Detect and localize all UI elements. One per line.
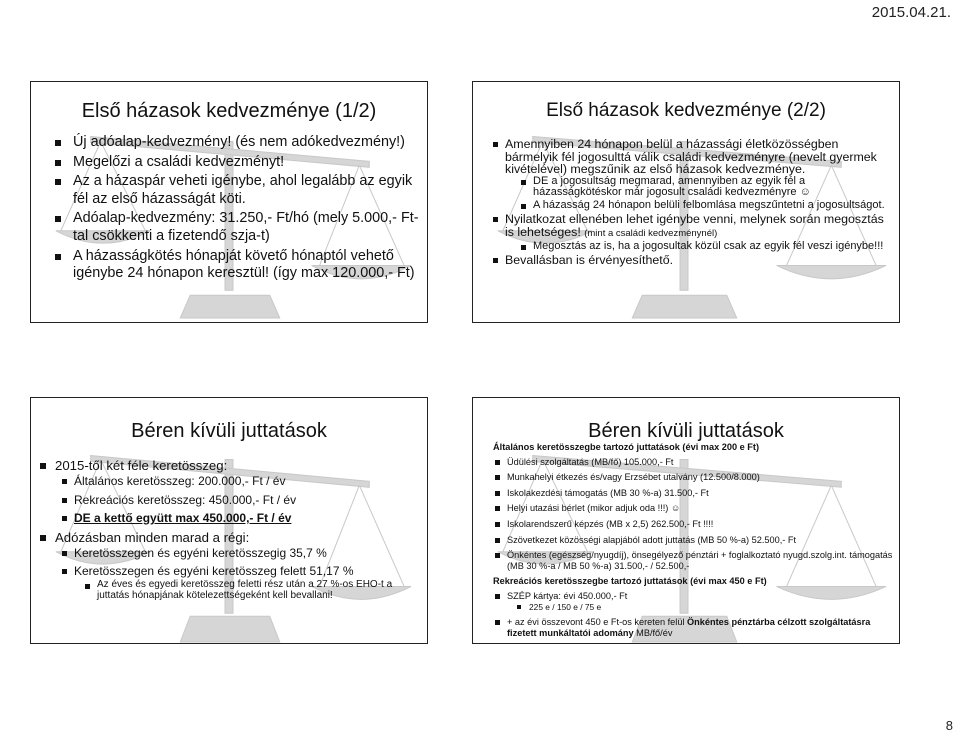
bullet — [491, 213, 893, 251]
bullet: A házasságkötés hónapját követő hónaptól vehető igénybe 24 hónapon keresztül! (így max 120.000,- Ft) — [53, 248, 421, 283]
slide-body — [493, 442, 893, 643]
list-item: Önkéntes (egészség/nyugdíj), önsegélyező pénztári + foglalkoztató nyugd.szolg.int. támogatás (MB 30 %-a / MB 50 %-a) 31.500,- / 52.500,- — [493, 550, 893, 571]
sub-bullet: Rekreációs keretösszeg: 450.000,- Ft / év — [61, 493, 421, 508]
sub-list-item: 225 e / 150 e / 75 e — [515, 602, 893, 613]
list-item: Üdülési szolgáltatás (MB/fő) 105.000,- Ft — [493, 457, 893, 468]
bullet — [39, 530, 421, 602]
bullet-note: (mint a családi kedvezménynél) — [584, 227, 718, 239]
slide-body — [491, 138, 893, 267]
slide-title: Első házasok kedvezménye (2/2) — [546, 100, 826, 121]
sub-bullet: Általános keretösszeg: 200.000,- Ft / év — [61, 474, 421, 489]
list-item — [493, 617, 893, 638]
bullet: Adóalap-kedvezmény: 31.250,- Ft/hó (mely 5.000,- Ft-tal csökkenti a fizetendő szja-t) — [53, 210, 421, 245]
print-date: 2015.04.21. — [871, 4, 951, 21]
slide-body — [53, 134, 421, 285]
list-item: Iskolarendszerű képzés (MB x 2,5) 262.500,- Ft !!!! — [493, 519, 893, 530]
emphasis-text: Önkéntes pénztárba célzott szolgáltatásra fizetett munkáltatói adomány — [507, 617, 871, 638]
slide-title: Első házasok kedvezménye (1/2) — [81, 100, 377, 122]
list-item: Helyi utazási bérlet (mikor adjuk oda !!!) ☺ — [493, 503, 893, 514]
bullet: Megelőzi a családi kedvezményt! — [53, 154, 421, 172]
slide-body — [39, 458, 421, 606]
bullet-text: Nyilatkozat ellenében lehet igénybe venni, melynek során megosztás is lehetséges! — [505, 212, 884, 239]
bullet: Az a házaspár veheti igénybe, ahol legalább az egyik fél az első házasságát köti. — [53, 173, 421, 208]
page-number: 8 — [945, 718, 953, 733]
sub-bullet: Megosztás az is, ha a jogosultak közül csak az egyik fél veszi igénybe!!! — [519, 241, 893, 252]
list-item-text: SZÉP kártya: évi 450.000,- Ft — [507, 590, 628, 601]
bullet — [39, 458, 421, 526]
bullet-text: 2015-től két féle keretösszeg: — [55, 458, 228, 473]
slide-title: Béren kívüli juttatások — [131, 420, 327, 442]
sub-bullet: DE a kettő együtt max 450.000,- Ft / év — [61, 511, 421, 526]
slide-4 — [472, 397, 900, 644]
bullet: Új adóalap-kedvezmény! (és nem adókedvezmény!) — [53, 134, 421, 152]
list-item-text: MB/fő/év — [633, 627, 673, 638]
sub-bullet-text: Keretösszegen és egyéni keretösszeg felett 51,17 % — [74, 564, 354, 579]
sub-bullet: DE a jogosultság megmarad, amennyiben az egyik fél a házasságkötéskor már jogosult családi kedvezményre ☺ — [519, 176, 893, 198]
sub-bullet — [61, 564, 421, 601]
sub-sub-bullet: Az éves és egyedi keretösszeg feletti rész után a 27 %-os EHO-t a juttatás hónapjának kötelezettségeként kell bevallani! — [84, 579, 421, 602]
sub-bullet: Keretösszegen és egyéni keretösszegig 35,7 % — [61, 546, 421, 561]
bullet-text: Amennyiben 24 hónapon belül a házassági életközösségben bármelyik fél jogosulttá válik családi kedvezményre (nevelt gyermek kivételével) megszűnik az első házasok kedvezménye. — [505, 137, 877, 177]
slide-2 — [472, 81, 900, 323]
slide-title: Béren kívüli juttatások — [588, 420, 784, 442]
bullet — [491, 138, 893, 211]
list-item: Szövetkezet közösségi alapjából adott juttatás (MB 50 %-a) 52.500,- Ft — [493, 535, 893, 546]
bullet: Bevallásban is érvényesíthető. — [491, 254, 893, 267]
slide-3 — [30, 397, 428, 644]
list-item-text: + az évi összevont 450 e Ft-os kereten felül — [507, 617, 688, 628]
bullet-text: Adózásban minden marad a régi: — [55, 529, 250, 545]
list-item: Iskolakezdési támogatás (MB 30 %-a) 31.500,- Ft — [493, 488, 893, 499]
list-item: Munkahelyi étkezés és/vagy Erzsébet utalvány (12.500/8.000) — [493, 472, 893, 483]
slide-1 — [30, 81, 428, 323]
section-header: Rekreációs keretösszegbe tartozó juttatások (évi max 450 e Ft) — [493, 576, 767, 587]
section-header: Általános keretösszegbe tartozó juttatások (évi max 200 e Ft) — [493, 442, 760, 452]
sub-bullet: A házasság 24 hónapon belüli felbomlása megszűntetni a jogosultságot. — [519, 200, 893, 211]
list-item — [493, 591, 893, 612]
